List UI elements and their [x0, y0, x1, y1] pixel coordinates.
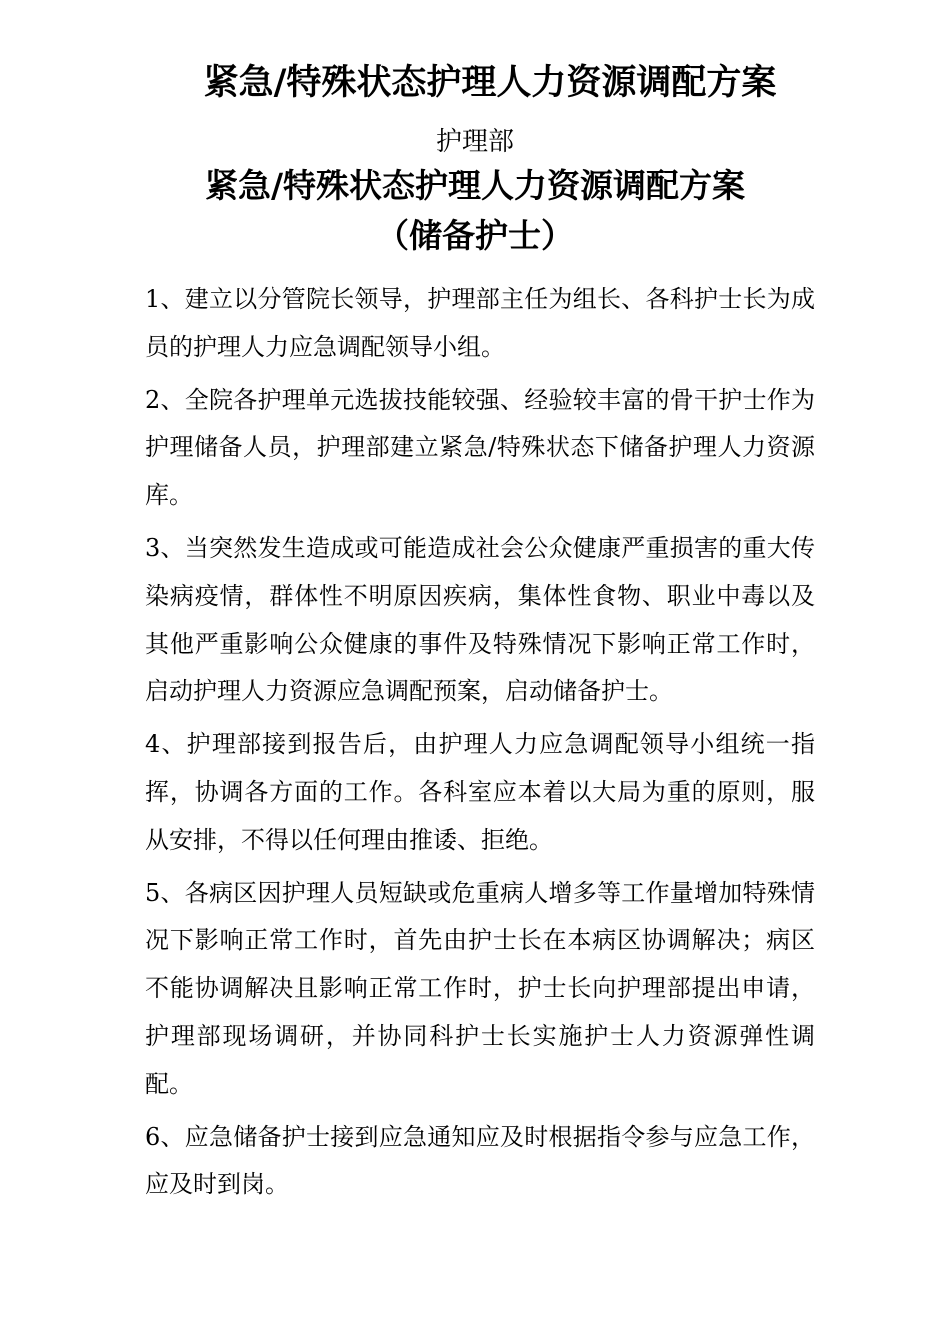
paragraph-5: 5、各病区因护理人员短缺或危重病人增多等工作量增加特殊情况下影响正常工作时，首先由护士长在本病区协调解决；病区不能协调解决且影响正常工作时，护士长向护理部提出申请，护理部现场调研，并协同科护士长实施护士人力资源弹性调配。 [145, 878, 815, 1098]
paragraph-4: 4、护理部接到报告后，由护理人力应急调配领导小组统一指挥，协调各方面的工作。各科室应本着以大局为重的原则，服从安排，不得以任何理由推诿、拒绝。 [145, 730, 815, 854]
paragraph-2: 2、全院各护理单元选拔技能较强、经验较丰富的骨干护士作为护理储备人员，护理部建立紧急/特殊状态下储备护理人力资源库。 [145, 385, 815, 510]
paragraph-6: 6、应急储备护士接到应急通知应及时根据指令参与应急工作，应及时到岗。 [145, 1122, 815, 1199]
document-body [145, 276, 815, 1214]
document-subtitle: 紧急/特殊状态护理人力资源调配方案 [204, 166, 746, 205]
paragraph-3: 3、当突然发生造成或可能造成社会公众健康严重损害的重大传染病疫情，群体性不明原因疾病，集体性食物、职业中毒以及其他严重影响公众健康的事件及特殊情况下影响正常工作时，启动护理人力资源应急调配预案，启动储备护士。 [145, 533, 815, 706]
paragraph-1: 1、建立以分管院长领导，护理部主任为组长、各科护士长为成员的护理人力应急调配领导小组。 [145, 285, 815, 361]
department-label: 护理部 [435, 127, 514, 157]
document-subtitle-note: （储备护士） [376, 216, 574, 255]
document-main-title: 紧急/特殊状态护理人力资源调配方案 [203, 63, 777, 103]
